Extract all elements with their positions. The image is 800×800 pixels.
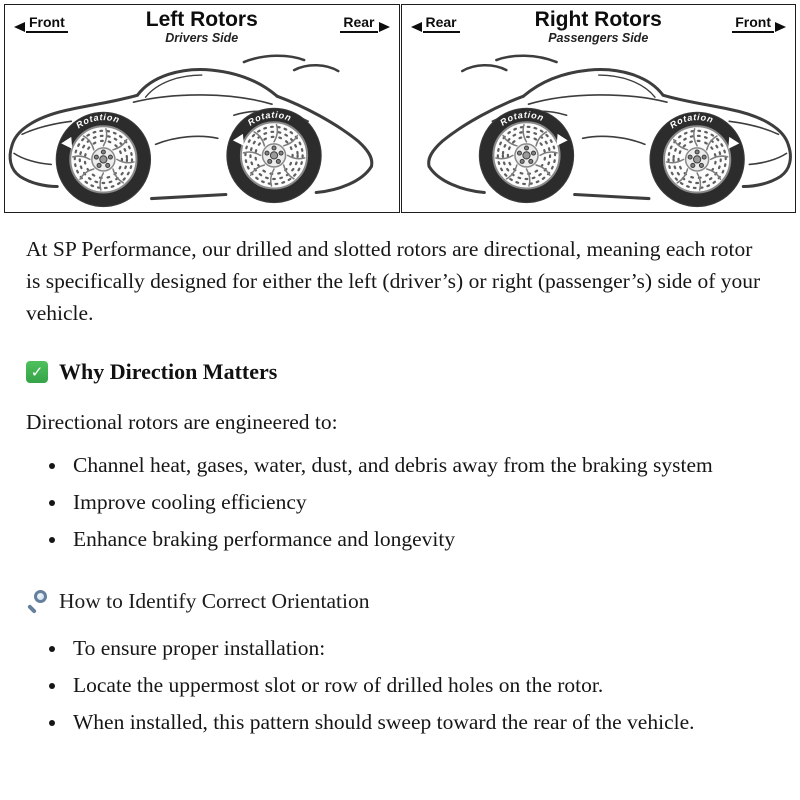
heading-text: Why Direction Matters: [59, 359, 278, 385]
article: [0, 213, 800, 771]
rear-direction-arrow: [340, 14, 389, 33]
arrow-left-icon: [411, 22, 422, 32]
rotation-label: Rotation: [497, 109, 546, 128]
arrow-right-icon: [379, 22, 390, 32]
heading-text: How to Identify Correct Orientation: [59, 589, 370, 614]
panel-subtitle: Drivers Side: [165, 31, 239, 46]
rotation-label: Rotation: [74, 112, 122, 131]
front-direction-arrow: [14, 14, 68, 33]
panel-header-left: [5, 5, 399, 51]
list-item: • Locate the uppermost slot or row of drilled holes on the rotor.: [68, 669, 768, 701]
car-illustration-right: [402, 51, 796, 212]
panel-header-right: [402, 5, 796, 51]
diagram-panel-right: [401, 4, 797, 213]
panel-title: Right Rotors: [534, 8, 662, 31]
car-illustration-left: [5, 51, 399, 212]
list-item: • Improve cooling efficiency: [68, 486, 768, 518]
lead-paragraph: Directional rotors are engineered to:: [26, 410, 338, 435]
direction-label: Front: [732, 14, 774, 33]
orientation-list: [44, 632, 774, 739]
benefits-list: [44, 449, 774, 556]
direction-label: Front: [26, 14, 68, 33]
rotation-label: Rotation: [245, 109, 294, 128]
arrow-right-icon: [775, 22, 786, 32]
list-item: • Channel heat, gases, water, dust, and debris away from the braking system: [68, 449, 768, 481]
front-direction-arrow: [732, 14, 786, 33]
rotation-label: Rotation: [667, 112, 715, 131]
arrow-left-icon: [14, 22, 25, 32]
section-heading-why-direction-matters: [26, 355, 774, 388]
check-icon: ✓: [26, 361, 48, 383]
list-item: • Enhance braking performance and longevity: [68, 523, 768, 555]
list-item: • To ensure proper installation:: [68, 632, 768, 664]
direction-label: Rear: [423, 14, 460, 33]
panel-title: Left Rotors: [145, 8, 258, 31]
section-heading-orientation: [26, 585, 774, 617]
rear-direction-arrow: [411, 14, 460, 33]
direction-label: Rear: [340, 14, 377, 33]
panel-subtitle: Passengers Side: [548, 31, 649, 46]
intro-paragraph: At SP Performance, our drilled and slotted rotors are directional, meaning each rotor is specifically designed for either the left (driver’s) or right (passenger’s) side of your vehicle.: [26, 236, 761, 326]
magnifier-icon: [26, 590, 48, 613]
diagram-panel-left: [4, 4, 400, 213]
rotor-direction-diagram: [0, 0, 800, 213]
list-item: • When installed, this pattern should sweep toward the rear of the vehicle.: [68, 706, 768, 738]
